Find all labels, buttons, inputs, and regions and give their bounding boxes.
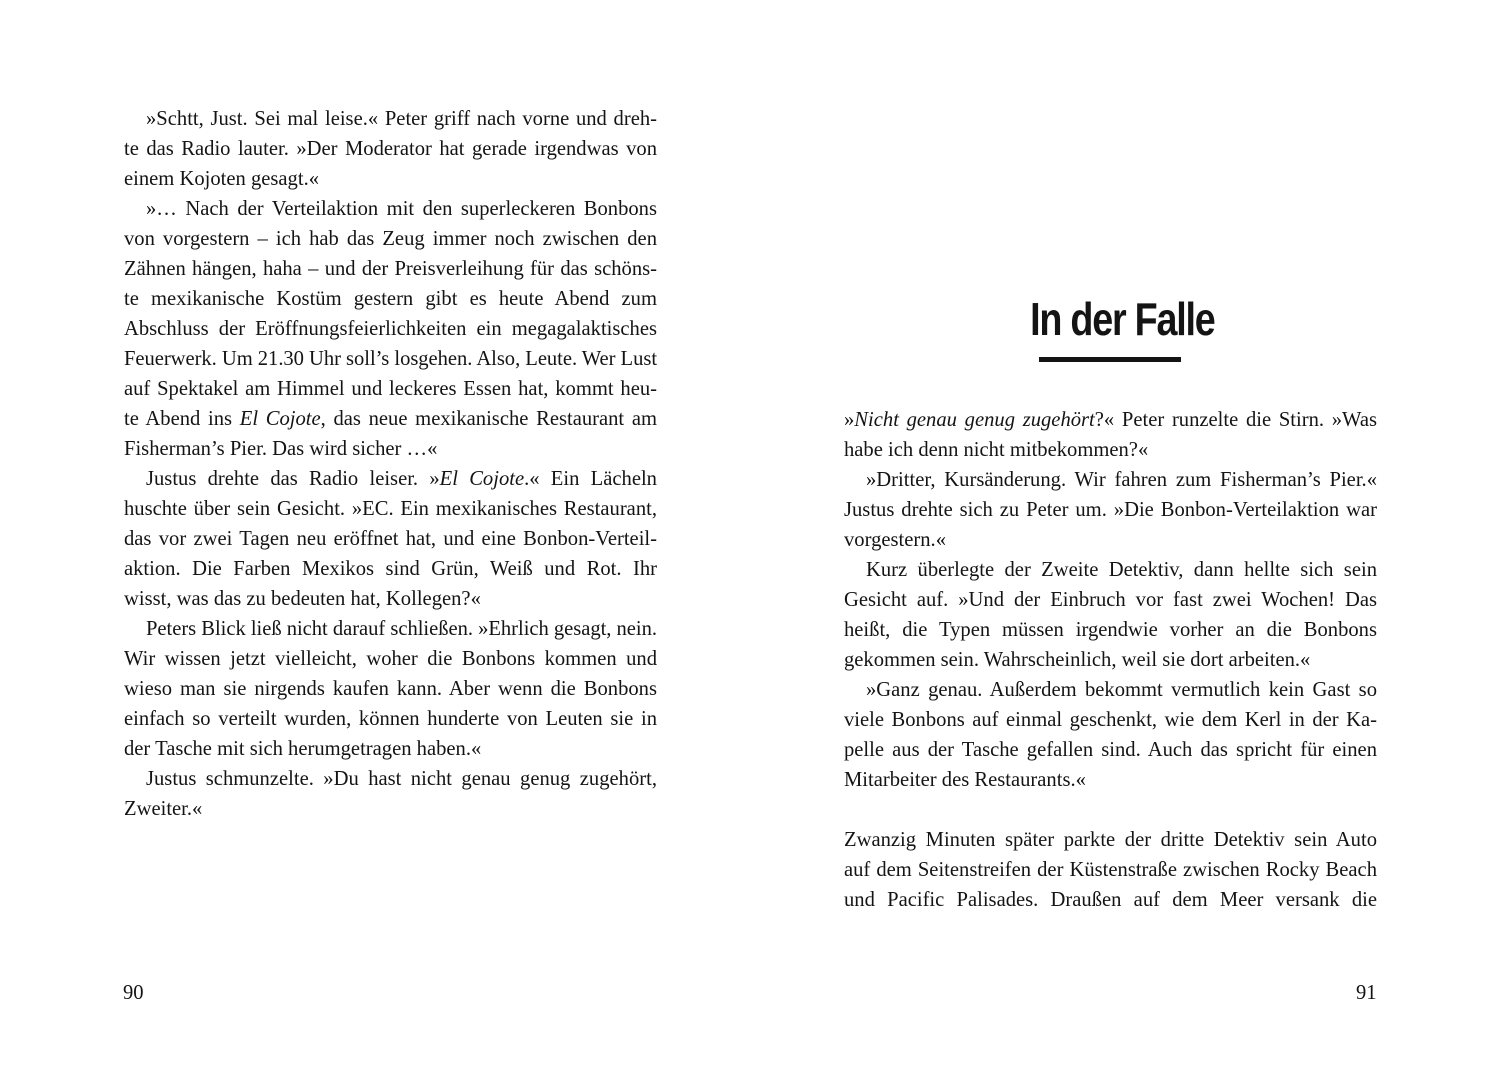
text-line: Zähnen hängen, haha – und der Preisverleihung für das schöns- — [124, 258, 657, 280]
text-line: Zweiter.« — [124, 798, 203, 820]
text-line: viele Bonbons auf einmal geschenkt, wie dem Kerl in der Ka- — [844, 709, 1377, 731]
text-line: Kurz überlegte der Zweite Detektiv, dann hellte sich sein — [866, 559, 1377, 581]
text-line: Abschluss der Eröffnungsfeierlichkeiten ein megagalaktisches — [124, 318, 657, 340]
text-line: einfach so verteilt wurden, können hunderte von Leuten sie in — [124, 708, 657, 730]
text-line: te das Radio lauter. »Der Moderator hat gerade irgendwas von — [124, 138, 657, 160]
text-line: gekommen sein. Wahrscheinlich, weil sie dort arbeiten.« — [844, 649, 1311, 671]
chapter-title: In der Falle — [1030, 293, 1215, 345]
text-line: »… Nach der Verteilaktion mit den superleckeren Bonbons — [146, 198, 657, 220]
text-line: »Schtt, Just. Sei mal leise.« Peter griff nach vorne und dreh- — [146, 108, 657, 130]
text-line: Justus drehte sich zu Peter um. »Die Bonbon-Verteilaktion war — [844, 499, 1377, 521]
text-line: vorgestern.« — [844, 529, 946, 551]
text-line: auf dem Seitenstreifen der Küstenstraße zwischen Rocky Beach — [844, 859, 1377, 881]
text-line: das vor zwei Tagen neu eröffnet hat, und eine Bonbon-Verteil- — [124, 528, 657, 550]
text-line: Zwanzig Minuten später parkte der dritte Detektiv sein Auto — [844, 829, 1377, 851]
text-line: heißt, die Typen müssen irgendwie vorher an die Bonbons — [844, 619, 1377, 641]
text-line: wieso man sie nirgends kaufen kann. Aber wenn die Bonbons — [124, 678, 657, 700]
text-line: und Pacific Palisades. Draußen auf dem Meer versank die — [844, 889, 1377, 911]
text-line: Wir wissen jetzt vielleicht, woher die Bonbons kommen und — [124, 648, 657, 670]
text-line: te Abend ins El Cojote, das neue mexikanische Restaurant am — [124, 408, 657, 430]
text-line: pelle aus der Tasche gefallen sind. Auch das spricht für einen — [844, 739, 1377, 761]
text-line: »Dritter, Kursänderung. Wir fahren zum Fisherman’s Pier.« — [866, 469, 1377, 491]
text-line: Gesicht auf. »Und der Einbruch vor fast zwei Wochen! Das — [844, 589, 1377, 611]
page-number-right: 91 — [1356, 982, 1377, 1004]
text-line: te mexikanische Kostüm gestern gibt es heute Abend zum — [124, 288, 657, 310]
text-line: einem Kojoten gesagt.« — [124, 168, 320, 190]
text-line: von vorgestern – ich hab das Zeug immer noch zwischen den — [124, 228, 657, 250]
text-line: Peters Blick ließ nicht darauf schließen. »Ehrlich gesagt, nein. — [146, 618, 657, 640]
text-line: habe ich denn nicht mitbekommen?« — [844, 439, 1149, 461]
page-number-left: 90 — [123, 982, 144, 1004]
text-line: »Ganz genau. Außerdem bekommt vermutlich kein Gast so — [866, 679, 1377, 701]
text-line: Justus schmunzelte. »Du hast nicht genau genug zugehört, — [146, 768, 657, 790]
text-line: Mitarbeiter des Restaurants.« — [844, 769, 1086, 791]
right-page — [750, 0, 1500, 1087]
text-line: auf Spektakel am Himmel und leckeres Essen hat, kommt heu- — [124, 378, 657, 400]
text-line: Fisherman’s Pier. Das wird sicher …« — [124, 438, 438, 460]
text-line: aktion. Die Farben Mexikos sind Grün, Weiß und Rot. Ihr — [124, 558, 657, 580]
text-line: wisst, was das zu bedeuten hat, Kollegen?« — [124, 588, 481, 610]
text-line: »Nicht genau genug zugehört?« Peter runzelte die Stirn. »Was — [844, 409, 1377, 431]
chapter-title-rule — [1039, 357, 1181, 362]
text-line: Justus drehte das Radio leiser. »El Cojote.« Ein Lächeln — [146, 468, 657, 490]
text-line: huschte über sein Gesicht. »EC. Ein mexikanisches Restaurant, — [124, 498, 657, 520]
text-line: der Tasche mit sich herumgetragen haben.« — [124, 738, 482, 760]
text-line: Feuerwerk. Um 21.30 Uhr soll’s losgehen. Also, Leute. Wer Lust — [124, 348, 657, 370]
